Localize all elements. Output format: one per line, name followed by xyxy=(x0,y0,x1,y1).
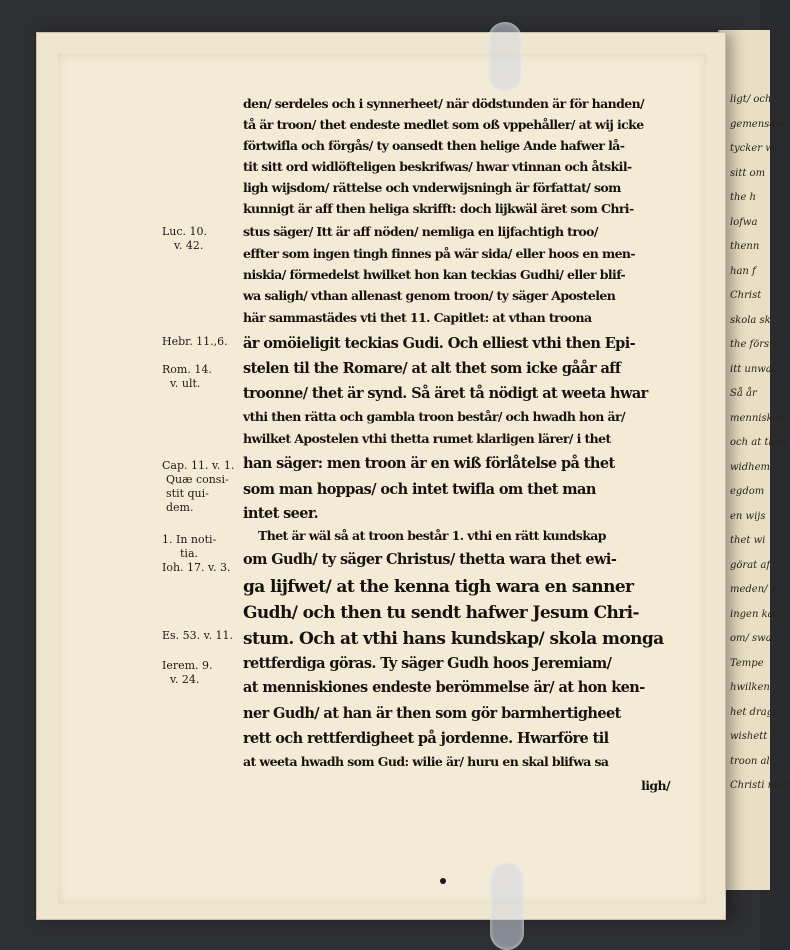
text-line: Gudh/ och then tu sendt hafwer Jesum Chri- xyxy=(243,603,639,623)
facing-page-fragment: om/ swa xyxy=(730,633,772,644)
facing-page-fragment: menniskior xyxy=(730,412,787,424)
text-line: rettferdiga göras. Ty säger Gudh hoos Jeremiam/ xyxy=(243,655,612,672)
facing-page-fragment: gemensam xyxy=(730,118,785,130)
facing-page-fragment: en wijs xyxy=(730,510,766,522)
facing-page-fragment: görat af xyxy=(730,559,771,571)
facing-page-fragment: troon all xyxy=(730,755,773,767)
facing-page-fragment: itt unwal xyxy=(730,363,776,375)
margin-note: Luc. 10. xyxy=(162,225,208,238)
facing-page-fragment: Så år xyxy=(730,388,757,399)
catchword: ligh/ xyxy=(641,778,670,793)
margin-note: v. 24. xyxy=(170,673,200,686)
bottom-clip xyxy=(490,862,524,950)
facing-page-fragment: thet wi xyxy=(730,535,766,546)
text-line: troonne/ thet är synd. Så äret tå nödigt at weeta hwar xyxy=(243,385,648,402)
text-line: ner Gudh/ at han är then som gör barmhertigheet xyxy=(243,705,621,722)
facing-page-fragment: widhem xyxy=(730,461,770,473)
text-line: som man hoppas/ och intet twifla om thet man xyxy=(243,481,596,498)
facing-page-fragment: wishett fö xyxy=(730,731,781,742)
text-line: niskia/ förmedelst hwilket hon kan teckias Gudhi/ eller blif- xyxy=(243,267,626,282)
facing-page-fragment: egdom xyxy=(730,486,765,497)
facing-page-fragment: lofwa xyxy=(730,216,758,228)
text-line: intet seer. xyxy=(243,505,319,522)
text-line: är omöieligit teckias Gudi. Och elliest vthi then Epi- xyxy=(243,335,636,352)
margin-note: 1. In noti- xyxy=(162,533,217,546)
text-line: vthi then rätta och gambla troon består/ och hwadh hon är/ xyxy=(243,409,625,424)
text-line: at weeta hwadh som Gud: wilie är/ huru en skal blifwa sa xyxy=(243,754,609,769)
margin-note: Cap. 11. v. 1. xyxy=(162,459,235,472)
text-line: förtwifla och förgås/ ty oansedt then helige Ande hafwer lå- xyxy=(243,138,625,153)
margin-note: tia. xyxy=(180,547,198,560)
margin-note: Rom. 14. xyxy=(162,363,212,376)
facing-page-fragment: het draga xyxy=(730,706,780,718)
facing-page-fragment: hwilken xyxy=(730,682,770,693)
margin-note: Hebr. 11.,6. xyxy=(162,335,228,348)
margin-note: stit qui- xyxy=(166,487,209,500)
text-line: Thet är wäl så at troon består 1. vthi en rätt kundskap xyxy=(258,528,606,543)
facing-page-fragment: ligt/ och xyxy=(730,94,772,105)
margin-note: Ierem. 9. xyxy=(162,659,213,672)
margin-note: dem. xyxy=(166,501,194,514)
facing-page-fragment: Christi mod xyxy=(730,780,790,791)
text-line: stelen til the Romare/ at alt thet som icke gåår aff xyxy=(243,360,621,377)
text-line: han säger: men troon är en wiß förlåtelse på thet xyxy=(243,455,615,472)
text-line: stus säger/ Itt är aff nöden/ nemliga en lijfachtigh troo/ xyxy=(243,224,598,239)
margin-note: Ioh. 17. v. 3. xyxy=(162,561,231,574)
margin-note: Es. 53. v. 11. xyxy=(162,629,234,642)
text-line: tå är troon/ thet endeste medlet som oß vppehåller/ at wij icke xyxy=(243,117,644,132)
text-line: kunnigt är aff then heliga skrifft: doch lijkwäl äret som Chri- xyxy=(243,201,634,216)
text-line: wa saligh/ vthan allenast genom troon/ ty säger Apostelen xyxy=(243,288,616,303)
facing-page-fragment: skola sk xyxy=(730,314,771,326)
facing-page-fragment: Tempe xyxy=(730,657,764,669)
text-line: stum. Och at vthi hans kundskap/ skola monga xyxy=(243,629,664,649)
facing-page-fragment: Christ xyxy=(730,290,762,301)
text-line: här sammastädes vti thet 11. Capitlet: at vthan troona xyxy=(243,310,592,325)
top-clip xyxy=(488,22,522,92)
facing-page-fragment: och at then xyxy=(730,437,788,448)
text-line: ga lijfwet/ at the kenna tigh wara en sanner xyxy=(243,577,634,597)
facing-page-fragment: thenn xyxy=(730,241,760,252)
ink-dot xyxy=(440,878,446,884)
text-line: ligh wijsdom/ rättelse och vnderwijsningh är författat/ som xyxy=(243,180,621,195)
facing-page-fragment: meden/ e xyxy=(730,584,777,595)
text-line: hwilket Apostelen vthi thetta rumet klarligen lärer/ i thet xyxy=(243,431,611,446)
facing-page-fragment: tycker w xyxy=(730,143,774,154)
margin-note: Quæ consi- xyxy=(166,473,229,486)
text-line: effter som ingen tingh finnes på wär sida/ eller hoos en men- xyxy=(243,246,636,261)
facing-page-fragment: the förste xyxy=(730,339,780,350)
facing-page-fragment: sitt om xyxy=(730,167,766,179)
text-line: den/ serdeles och i synnerheet/ när dödstunden är för handen/ xyxy=(243,96,645,111)
margin-note: v. 42. xyxy=(174,239,204,252)
facing-page-fragment: the h xyxy=(730,192,756,203)
margin-note: v. ult. xyxy=(170,377,201,390)
text-line: at menniskiones endeste berömmelse är/ at hon ken- xyxy=(243,679,645,696)
text-line: rett och rettferdigheet på jordenne. Hwarföre til xyxy=(243,730,609,747)
text-line: om Gudh/ ty säger Christus/ thetta wara thet ewi- xyxy=(243,551,617,568)
facing-page-fragment: han f xyxy=(730,265,756,277)
text-line: tit sitt ord widlöfteligen beskrifwas/ hwar vtinnan och åtskil- xyxy=(243,159,632,174)
facing-page-fragment: ingen kan xyxy=(730,608,781,620)
